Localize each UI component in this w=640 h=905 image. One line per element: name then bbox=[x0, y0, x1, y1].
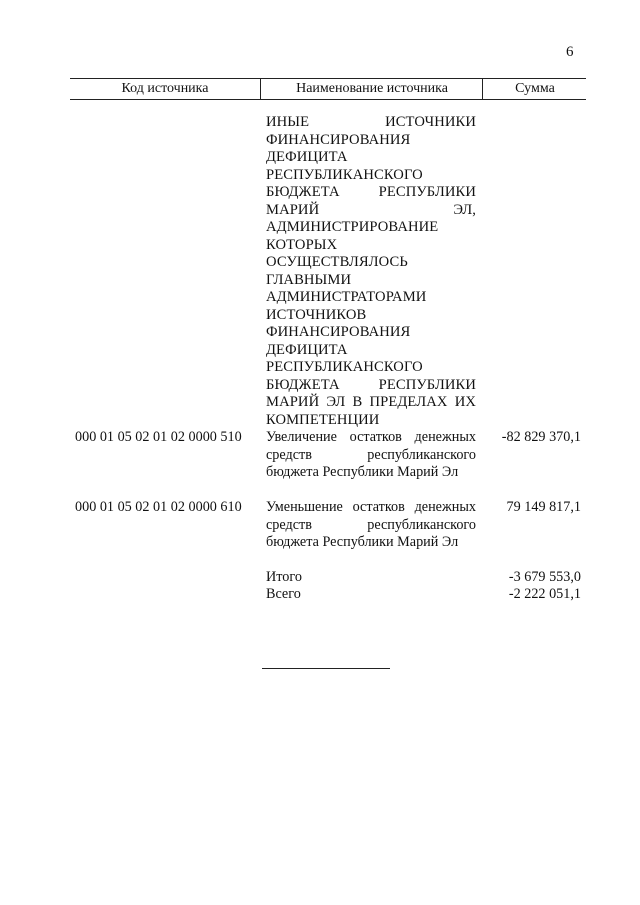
row-code: 000 01 05 02 01 02 0000 510 bbox=[75, 429, 242, 445]
grand-total-sum: -2 222 051,1 bbox=[508, 586, 581, 602]
row-name: Уменьшение остатков денежных средств республиканского бюджета Республики Марий Эл bbox=[266, 499, 476, 550]
row-name: Увеличение остатков денежных средств республиканского бюджета Республики Марий Эл bbox=[266, 429, 476, 480]
header-sum: Сумма bbox=[482, 79, 587, 99]
header-code: Код источника bbox=[121, 81, 209, 96]
row-sum: -82 829 370,1 bbox=[501, 429, 581, 445]
header-name: Наименование источника bbox=[260, 79, 483, 99]
row-code: 000 01 05 02 01 02 0000 610 bbox=[75, 499, 242, 515]
end-divider bbox=[262, 668, 390, 669]
row-sum: 79 149 817,1 bbox=[506, 499, 581, 515]
page-number: 6 bbox=[566, 44, 574, 60]
grand-total-label: Всего bbox=[266, 586, 301, 602]
section-title: ИНЫЕ ИСТОЧНИКИ ФИНАНСИРОВАНИЯ ДЕФИЦИТА РЕСПУБЛИКАНСКОГО БЮДЖЕТА РЕСПУБЛИКИ МАРИЙ ЭЛ, АДМИНИСТРИРОВАНИЕ КОТОРЫХ ОСУЩЕСТВЛЯЛОСЬ ГЛАВНЫМИ АДМИНИСТРАТОРАМИ ИСТОЧНИКОВ ФИНАНСИРОВАНИЯ ДЕФИЦИТА РЕСПУБЛИКАНСКОГО БЮДЖЕТА РЕСПУБЛИКИ МАРИЙ ЭЛ В ПРЕДЕЛАХ ИХ КОМПЕТЕНЦИИ bbox=[266, 114, 476, 428]
total-sum: -3 679 553,0 bbox=[508, 569, 581, 585]
total-label: Итого bbox=[266, 569, 302, 585]
table-header bbox=[70, 78, 586, 100]
